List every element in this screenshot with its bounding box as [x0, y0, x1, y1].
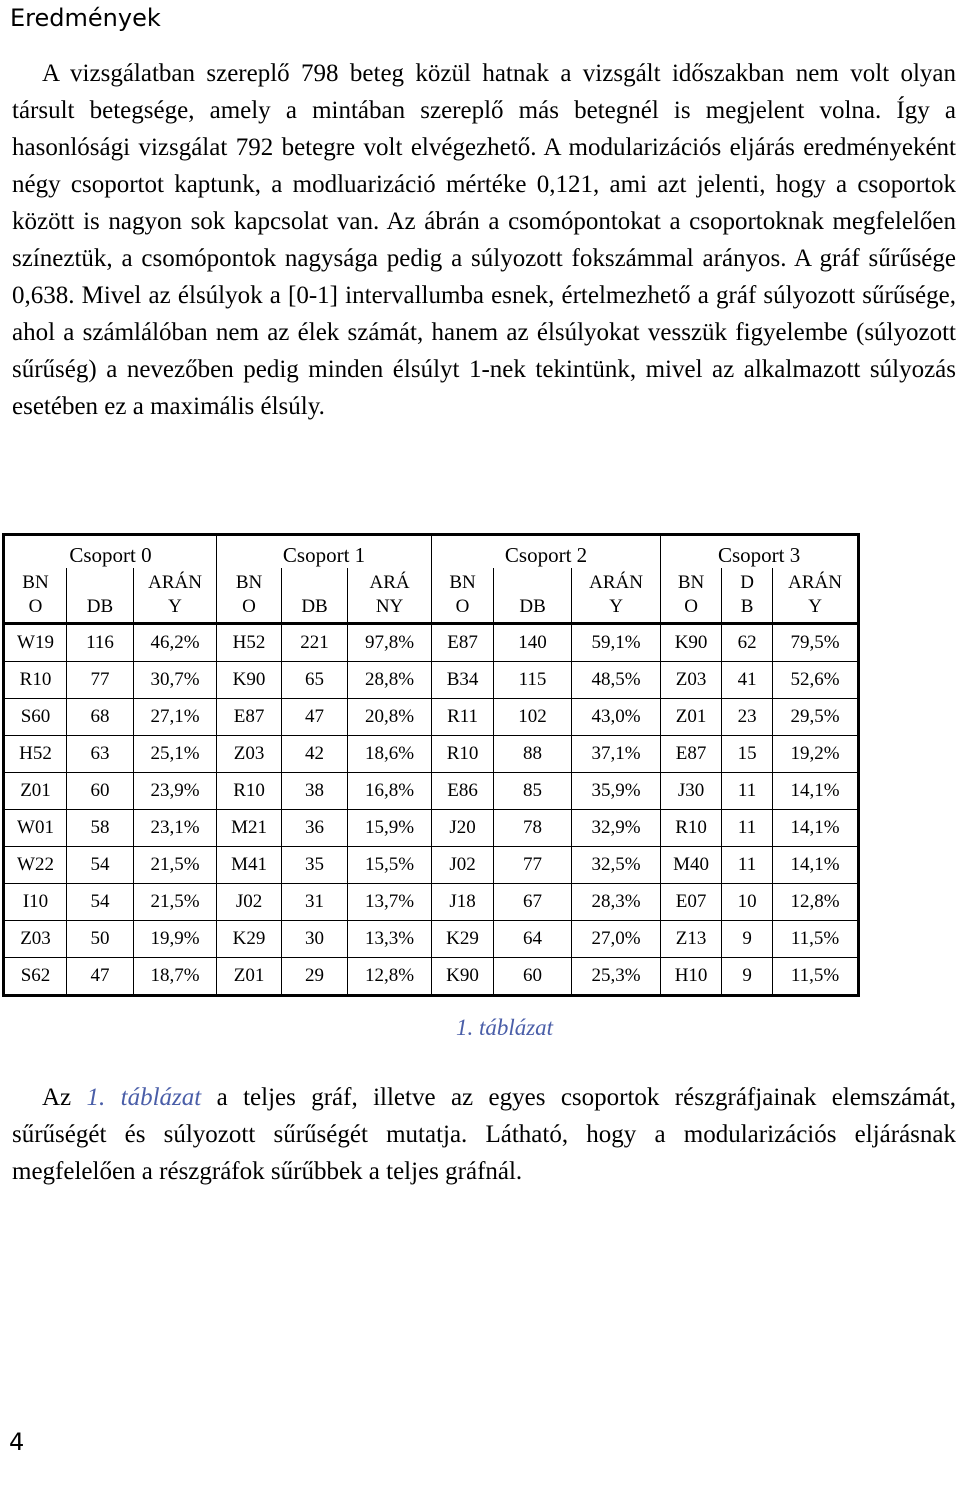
column-header	[432, 568, 494, 624]
column-header-line: ARÁN	[148, 572, 202, 593]
column-header-line: DB	[301, 596, 328, 617]
table-cell: H52	[4, 736, 67, 773]
table-cell: J02	[217, 884, 282, 921]
table-cell: 68	[67, 699, 134, 736]
table-cell: J30	[661, 773, 722, 810]
group-header: Csoport 1	[217, 535, 432, 569]
table-cell: 15,9%	[348, 810, 432, 847]
table-cell: H10	[661, 958, 722, 996]
group-header-row	[4, 535, 859, 569]
table-cell: 64	[494, 921, 572, 958]
table-cell: 18,7%	[134, 958, 217, 996]
table-cell: R11	[432, 699, 494, 736]
table-cell: 29,5%	[773, 699, 859, 736]
summary-paragraph	[12, 1079, 956, 1190]
table-cell: 14,1%	[773, 847, 859, 884]
table-cell: Z01	[217, 958, 282, 996]
table-cell: E07	[661, 884, 722, 921]
table-cell: 30,7%	[134, 662, 217, 699]
page-number: 4	[9, 1428, 25, 1456]
table-cell: 14,1%	[773, 773, 859, 810]
table-cell: 23	[722, 699, 773, 736]
table-cell: 27,1%	[134, 699, 217, 736]
table-row	[4, 773, 859, 810]
column-header-line: ARÁ	[369, 572, 410, 593]
table-cell: R10	[217, 773, 282, 810]
table-cell: 65	[282, 662, 348, 699]
section-heading: Eredmények	[10, 4, 161, 32]
table-cell: 43,0%	[572, 699, 661, 736]
table-cell: 41	[722, 662, 773, 699]
column-header-line: O	[28, 596, 43, 617]
table-cell: 30	[282, 921, 348, 958]
column-header	[134, 568, 217, 624]
column-header-line: ARÁN	[788, 572, 842, 593]
table-cell: 31	[282, 884, 348, 921]
table-cell: R10	[4, 662, 67, 699]
column-header-line: Y	[168, 596, 182, 617]
table-cell: W19	[4, 624, 67, 662]
column-header-line	[282, 571, 347, 595]
table-cell: J20	[432, 810, 494, 847]
table-cell: I10	[4, 884, 67, 921]
table-cell: 38	[282, 773, 348, 810]
table-cell: 115	[494, 662, 572, 699]
table-cell: 62	[722, 624, 773, 662]
column-header	[661, 568, 722, 624]
table-cell: 27,0%	[572, 921, 661, 958]
table-cell: 35,9%	[572, 773, 661, 810]
table-cell: H52	[217, 624, 282, 662]
table-cell: 16,8%	[348, 773, 432, 810]
table-row	[4, 810, 859, 847]
column-header-row	[4, 568, 859, 624]
table-cell: 25,1%	[134, 736, 217, 773]
table-cell: K90	[217, 662, 282, 699]
table-cell: S60	[4, 699, 67, 736]
table-cell: 32,5%	[572, 847, 661, 884]
column-header	[572, 568, 661, 624]
table-cell: M40	[661, 847, 722, 884]
table-row	[4, 958, 859, 996]
table-cell: 47	[282, 699, 348, 736]
column-header-line: BN	[22, 572, 49, 593]
table-cell: 23,9%	[134, 773, 217, 810]
table-row	[4, 736, 859, 773]
column-header-line: O	[242, 596, 256, 617]
table-cell: 11	[722, 810, 773, 847]
table-cell: E87	[217, 699, 282, 736]
column-header-line: ARÁN	[589, 572, 643, 593]
table-body	[4, 624, 859, 996]
table-reference-link[interactable]: 1. táblázat	[86, 1084, 202, 1111]
table-cell: W01	[4, 810, 67, 847]
table-cell: Z03	[4, 921, 67, 958]
table-cell: 19,2%	[773, 736, 859, 773]
column-header	[282, 568, 348, 624]
column-header-line: D	[740, 572, 754, 593]
table-cell: 52,6%	[773, 662, 859, 699]
column-header-line: BN	[449, 572, 476, 593]
table-cell: 59,1%	[572, 624, 661, 662]
table-cell: 13,3%	[348, 921, 432, 958]
table-cell: 54	[67, 847, 134, 884]
column-header-line: NY	[375, 596, 404, 617]
table-cell: 46,2%	[134, 624, 217, 662]
table-cell: 29	[282, 958, 348, 996]
table-cell: 78	[494, 810, 572, 847]
table-cell: M41	[217, 847, 282, 884]
table-cell: 21,5%	[134, 847, 217, 884]
table-cell: S62	[4, 958, 67, 996]
column-header	[348, 568, 432, 624]
table-cell: Z01	[4, 773, 67, 810]
table-cell: 97,8%	[348, 624, 432, 662]
table-cell: 79,5%	[773, 624, 859, 662]
table-cell: 15,5%	[348, 847, 432, 884]
column-header	[217, 568, 282, 624]
table-row	[4, 921, 859, 958]
table-cell: K90	[432, 958, 494, 996]
table-cell: 77	[494, 847, 572, 884]
results-paragraph	[12, 55, 956, 425]
column-header-line: B	[740, 596, 754, 617]
table-cell: K29	[217, 921, 282, 958]
column-header-line: O	[684, 596, 698, 617]
table-cell: 54	[67, 884, 134, 921]
table-cell: Z03	[217, 736, 282, 773]
table-cell: 12,8%	[773, 884, 859, 921]
group-header: Csoport 0	[4, 535, 217, 569]
table-cell: 140	[494, 624, 572, 662]
table-cell: 11	[722, 847, 773, 884]
column-header-line: O	[455, 596, 470, 617]
table-cell: 10	[722, 884, 773, 921]
table-cell: 23,1%	[134, 810, 217, 847]
table-cell: 21,5%	[134, 884, 217, 921]
table-cell: 28,3%	[572, 884, 661, 921]
table-cell: 11	[722, 773, 773, 810]
table-cell: 25,3%	[572, 958, 661, 996]
table-row	[4, 624, 859, 662]
table-cell: E87	[432, 624, 494, 662]
table-cell: 35	[282, 847, 348, 884]
table-cell: 36	[282, 810, 348, 847]
table-cell: K29	[432, 921, 494, 958]
table-cell: 13,7%	[348, 884, 432, 921]
table-cell: 11,5%	[773, 958, 859, 996]
table-cell: K90	[661, 624, 722, 662]
column-header-line	[494, 571, 571, 595]
table-cell: 50	[67, 921, 134, 958]
table-cell: 14,1%	[773, 810, 859, 847]
table-row	[4, 884, 859, 921]
column-header-line: Y	[609, 596, 623, 617]
group-header: Csoport 3	[661, 535, 859, 569]
table-cell: 102	[494, 699, 572, 736]
table-cell: 12,8%	[348, 958, 432, 996]
table-row	[4, 847, 859, 884]
table-cell: 9	[722, 958, 773, 996]
table-caption: 1. táblázat	[455, 1015, 554, 1040]
table-cell: 32,9%	[572, 810, 661, 847]
column-header	[722, 568, 773, 624]
table-cell: 58	[67, 810, 134, 847]
table-cell: 63	[67, 736, 134, 773]
summary-text-rest: a teljes gráf, illetve az egyes csoportok részgráfjainak elemszámát, sűrűségét és súlyozott sűrűségét mutatja. Látható, hogy a modularizációs eljárásnak megfelelően a részgráfok sűrűbbek a teljes gráfnál.	[12, 1084, 956, 1185]
column-header	[494, 568, 572, 624]
table-cell: 15	[722, 736, 773, 773]
group-frequency-table	[2, 533, 860, 997]
table-cell: Z03	[661, 662, 722, 699]
table-cell: 88	[494, 736, 572, 773]
results-paragraph-text: A vizsgálatban szereplő 798 beteg közül hatnak a vizsgált időszakban nem volt olyan társult betegsége, amely a mintában szereplő más betegnél is megjelent volna. Így a hasonlósági vizsgálat 792 betegre volt elvégezhető. A modularizációs eljárás eredményeként négy csoportot kaptunk, a modluarizáció mértéke 0,121, ami azt jelenti, hogy a csoportok között is nagyon sok kapcsolat van. Az ábrán a csomópontokat a csoportoknak megfelelően színeztük, a csomópontok nagysága pedig a súlyozott fokszámmal arányos. A gráf sűrűsége 0,638. Mivel az élsúlyok a [0-1] intervallumba esnek, értelmezhető a gráf súlyozott sűrűsége, ahol a számlálóban nem az élek számát, hanem az élsúlyokat vesszük figyelembe (súlyozott sűrűség) a nevezőben pedig minden élsúlyt 1-nek tekintünk, mivel az alkalmazott súlyozás esetében ez a maximális élsúly.	[12, 60, 956, 420]
group-header: Csoport 2	[432, 535, 661, 569]
table-cell: E86	[432, 773, 494, 810]
table-cell: 9	[722, 921, 773, 958]
column-header-line: BN	[677, 572, 705, 593]
table-row	[4, 662, 859, 699]
table-cell: Z13	[661, 921, 722, 958]
column-header-line	[67, 571, 133, 595]
table-cell: 67	[494, 884, 572, 921]
table-cell: M21	[217, 810, 282, 847]
table-cell: 28,8%	[348, 662, 432, 699]
column-header	[773, 568, 859, 624]
table-cell: W22	[4, 847, 67, 884]
table-cell: 11,5%	[773, 921, 859, 958]
table-cell: 47	[67, 958, 134, 996]
table-cell: 116	[67, 624, 134, 662]
table-cell: R10	[661, 810, 722, 847]
column-header-line: Y	[808, 596, 822, 617]
summary-text-start: Az	[42, 1084, 87, 1111]
table-cell: Z01	[661, 699, 722, 736]
table-cell: J02	[432, 847, 494, 884]
table-cell: E87	[661, 736, 722, 773]
column-header-line: DB	[86, 596, 114, 617]
table-cell: 20,8%	[348, 699, 432, 736]
table-row	[4, 699, 859, 736]
table-cell: 42	[282, 736, 348, 773]
table-cell: 18,6%	[348, 736, 432, 773]
column-header	[4, 568, 67, 624]
table-cell: 60	[494, 958, 572, 996]
column-header	[67, 568, 134, 624]
table-cell: R10	[432, 736, 494, 773]
table-cell: 221	[282, 624, 348, 662]
table-cell: J18	[432, 884, 494, 921]
table-cell: 37,1%	[572, 736, 661, 773]
table-cell: 77	[67, 662, 134, 699]
table-cell: 85	[494, 773, 572, 810]
table-cell: 60	[67, 773, 134, 810]
column-header-line: BN	[235, 572, 263, 593]
table-cell: 19,9%	[134, 921, 217, 958]
table-cell: B34	[432, 662, 494, 699]
table-cell: 48,5%	[572, 662, 661, 699]
column-header-line: DB	[519, 596, 546, 617]
